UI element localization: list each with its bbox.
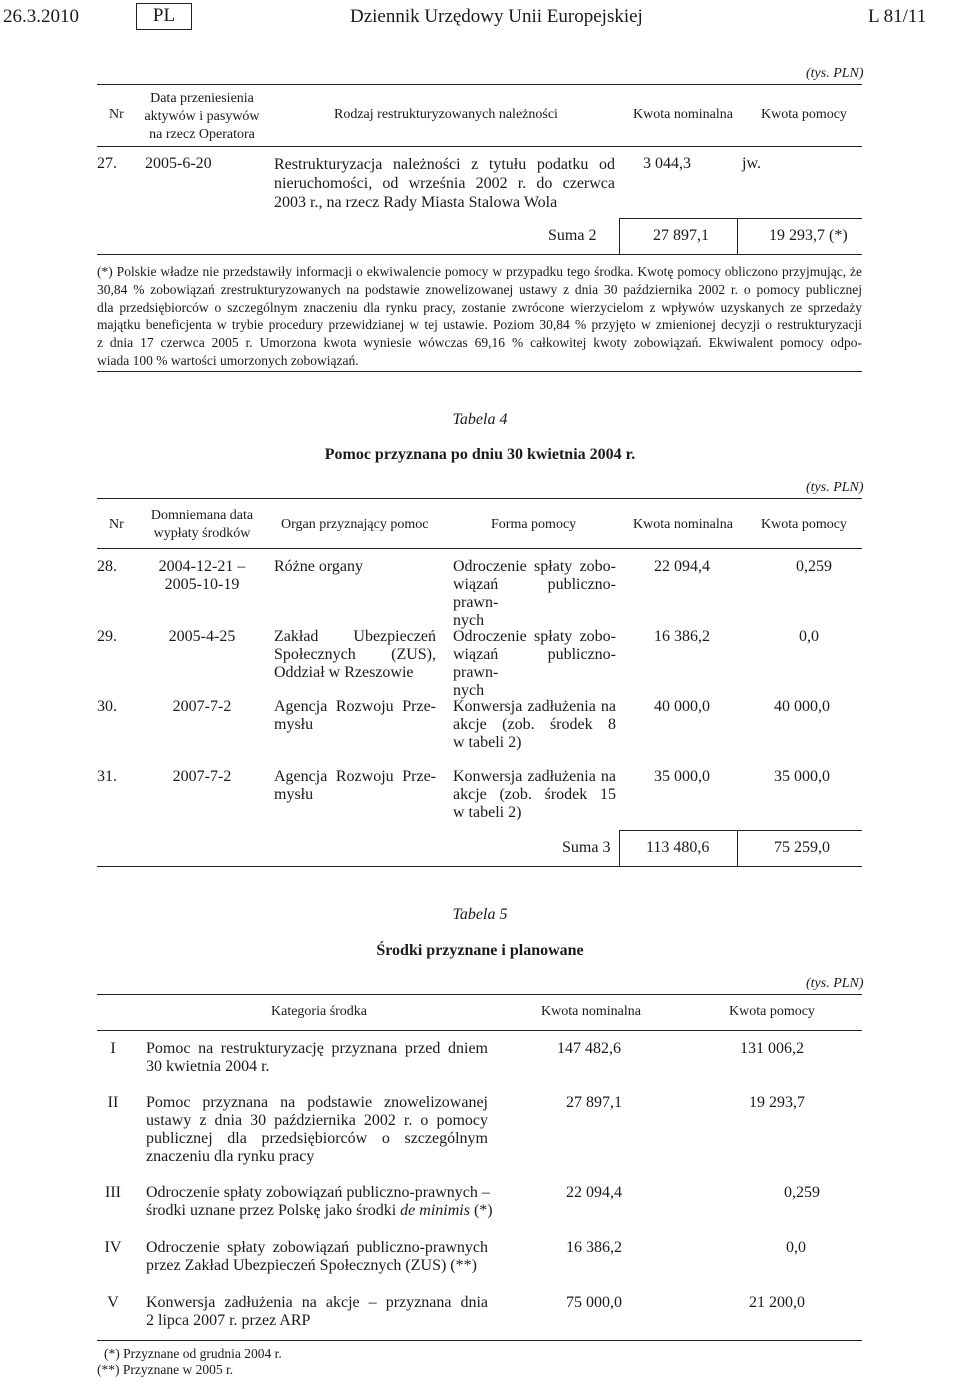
t5-row-nominal: 147 482,6 xyxy=(557,1040,621,1057)
t5-row-nominal: 27 897,1 xyxy=(566,1094,622,1111)
t4-row-form-line: akcje (zob. środek 8 xyxy=(453,716,616,733)
t3-top-rule xyxy=(97,84,862,85)
t4-header-date-line: wypłaty środków xyxy=(153,526,251,541)
t4-row-form-line: Odroczenie spłaty zobo- xyxy=(453,558,616,575)
t5-row-nominal: 22 094,4 xyxy=(566,1184,622,1201)
t4-row-form-line: w tabeli 2) xyxy=(453,734,522,751)
t5-row-nominal: 16 386,2 xyxy=(566,1239,622,1256)
t4-row-form xyxy=(453,768,616,822)
t3-footnote-line: majątku beneficjenta w trybie procedury przewidzianej w tej ustawie. Poziom 30,84 % przyjęto w zmienionej decyzji o restrukturyzacji xyxy=(97,317,862,333)
t5-row-aid: 0,0 xyxy=(786,1239,806,1256)
t4-row-form-line: nych xyxy=(453,612,485,629)
t3-header-aid: Kwota pomocy xyxy=(761,107,847,122)
t4-row-nominal: 40 000,0 xyxy=(654,698,710,715)
t3-row-description-line: Restrukturyzacja należności z tytułu podatku od xyxy=(274,156,615,173)
t5-footnote: (**) Przyznane w 2005 r. xyxy=(97,1362,234,1377)
t5-row-description xyxy=(146,1040,488,1076)
t4-header-aid: Kwota pomocy xyxy=(761,517,847,532)
t4-row-nr: 29. xyxy=(97,628,117,645)
t3-footnote-line: 30,84 % zobowiązań zrestrukturyzowanych na podstawie znowelizowanej ustawy z dnia 30 października 2002 r. o pomocy publicznej xyxy=(97,281,862,297)
t4-row-form-line: nych xyxy=(453,682,485,699)
t4-row-nr: 31. xyxy=(97,768,117,785)
t5-row-aid: 0,259 xyxy=(784,1184,820,1201)
header-date: 26.3.2010 xyxy=(3,6,79,27)
t4-header-form: Forma pomocy xyxy=(491,517,577,532)
t5-row-description-line: Odroczenie spłaty zobowiązań publiczno-prawnych xyxy=(146,1239,488,1256)
t5-row-description-line: 30 kwietnia 2004 r. xyxy=(146,1058,270,1075)
t3-header-rule xyxy=(97,146,862,147)
t4-row-date xyxy=(140,768,264,786)
t5-row-description-line: Odroczenie spłaty zobowiązań publiczno-prawnych – xyxy=(146,1184,490,1201)
t3-row-date: 2005-6-20 xyxy=(145,155,212,172)
t3-footnote-line: wiada 100 % wartości umorzonych zobowiązań. xyxy=(97,352,359,368)
t3-sum-aid: 19 293,7 (*) xyxy=(769,227,848,244)
t4-row-date-line: 2005-10-19 xyxy=(164,576,240,593)
t5-row-nr: IV xyxy=(104,1239,122,1256)
t4-row-organ-line: Społecznych (ZUS), xyxy=(274,646,436,663)
t5-row-description-line: publicznej dla przedsiębiorców o szczególnym xyxy=(146,1130,488,1147)
t4-header-rule xyxy=(97,548,862,549)
t3-sum-label: Suma 2 xyxy=(548,227,597,244)
t4-row-form xyxy=(453,558,616,630)
t4-row-organ-line: Zakład Ubezpieczeń xyxy=(274,628,436,645)
t4-row-nominal: 35 000,0 xyxy=(654,768,710,785)
t3-header-type: Rodzaj restrukturyzowanych należności xyxy=(334,107,558,122)
t5-row-nr: V xyxy=(107,1294,119,1311)
t4-row-aid: 0,0 xyxy=(799,628,819,645)
t4-label: Tabela 4 xyxy=(452,411,508,428)
t5-row-description-line: Konwersja zadłużenia na akcje – przyznana dnia xyxy=(146,1294,488,1311)
header-journal-title: Dziennik Urzędowy Unii Europejskiej xyxy=(350,6,643,27)
header-page-ref: L 81/11 xyxy=(868,6,927,27)
t5-title: Środki przyznane i planowane xyxy=(376,942,584,959)
t3-header-date xyxy=(140,90,264,144)
t3-header-date-line: aktywów i pasywów xyxy=(144,109,260,124)
t4-sum-separator xyxy=(619,830,620,866)
t3-row-aid: jw. xyxy=(742,155,761,172)
t4-row-form-line: akcje (zob. środek 15 xyxy=(453,786,616,803)
t3-header-date-line: na rzecz Operatora xyxy=(149,127,255,142)
t4-header-date xyxy=(140,507,264,543)
t5-row-description-line: przez Zakład Ubezpieczeń Społecznych (ZUS) (**) xyxy=(146,1257,477,1274)
t4-header-date-line: Domniemana data xyxy=(150,508,254,523)
t5-row-description-line: 2 lipca 2007 r. przez ARP xyxy=(146,1312,311,1329)
t5-row-nr: II xyxy=(107,1094,119,1111)
t4-row-organ-line: Oddział w Rzeszowie xyxy=(274,664,414,681)
t4-row-date-line: 2004-12-21 – xyxy=(158,558,246,575)
t4-row-form-line: Konwersja zadłużenia na xyxy=(453,698,616,715)
t5-header-rule xyxy=(97,1030,862,1031)
t4-row-date xyxy=(140,698,264,716)
t4-sum-separator xyxy=(737,830,738,866)
t4-row-form-line: wiązań publiczno-prawn- xyxy=(453,646,616,681)
t4-row-nr: 28. xyxy=(97,558,117,575)
t4-row-nominal: 16 386,2 xyxy=(654,628,710,645)
t5-row-description-line: Pomoc na restrukturyzację przyznana przed dniem xyxy=(146,1040,488,1057)
t5-unit: (tys. PLN) xyxy=(806,976,864,991)
t4-unit: (tys. PLN) xyxy=(806,480,864,495)
t3-sum-bottom-rule xyxy=(97,254,862,255)
t3-row-nominal: 3 044,3 xyxy=(643,155,691,172)
t5-row-description-line: ustawy z dnia 30 października 2002 r. o pomocy xyxy=(146,1112,488,1129)
t3-sum-nominal: 27 897,1 xyxy=(653,227,709,244)
t4-sum-label: Suma 3 xyxy=(562,839,611,856)
t4-sum-nominal: 113 480,6 xyxy=(646,839,710,856)
t4-title: Pomoc przyznana po dniu 30 kwietnia 2004 r. xyxy=(324,446,636,463)
t4-row-date xyxy=(140,558,264,594)
t4-row-nr: 30. xyxy=(97,698,117,715)
t5-row-description-line: środki uznane przez Polskę jako środki de minimis (*) xyxy=(146,1202,493,1219)
t4-row-organ-line: mysłu xyxy=(274,716,314,733)
t3-footnote-line: z dnia 17 czerwca 2005 r. Umorzona kwota wyniesie wówczas 69,16 % całkowitej kwoty zobowiązań. Ekwiwalent pomocy odpo- xyxy=(97,335,862,351)
t3-header-date-line: Data przeniesienia xyxy=(150,91,254,106)
t4-row-organ xyxy=(274,558,436,576)
t5-row-nr: I xyxy=(110,1040,116,1057)
t4-row-organ xyxy=(274,698,436,734)
t4-header-nominal: Kwota nominalna xyxy=(633,517,733,532)
t4-row-form xyxy=(453,628,616,700)
t4-bottom-rule xyxy=(97,866,862,867)
t5-header-category: Kategoria środka xyxy=(271,1004,368,1019)
t4-row-form-line: Konwersja zadłużenia na xyxy=(453,768,616,785)
t3-unit: (tys. PLN) xyxy=(806,66,864,81)
t5-top-rule xyxy=(97,994,862,995)
t3-sum-separator xyxy=(737,218,738,254)
header-language-box: PL xyxy=(136,3,192,30)
t5-row-description xyxy=(146,1239,488,1275)
t4-row-organ xyxy=(274,628,436,682)
t4-sum-rule xyxy=(619,830,862,831)
t5-header-nominal: Kwota nominalna xyxy=(541,1004,641,1019)
t4-header-nr: Nr xyxy=(109,517,124,532)
t4-row-date xyxy=(140,628,264,646)
t3-row-nr: 27. xyxy=(97,155,117,172)
t4-row-organ-line: Różne organy xyxy=(274,558,364,575)
t4-row-date-line: 2005-4-25 xyxy=(168,628,236,645)
t5-row-description-line: Pomoc przyznana na podstawie znowelizowanej xyxy=(146,1094,488,1111)
t4-row-form-line: Odroczenie spłaty zobo- xyxy=(453,628,616,645)
t4-top-rule xyxy=(97,498,862,499)
t4-row-date-line: 2007-7-2 xyxy=(172,698,232,715)
t4-row-organ-line: Agencja Rozwoju Prze- xyxy=(274,698,436,715)
t4-sum-aid: 75 259,0 xyxy=(774,839,830,856)
t4-row-organ-line: mysłu xyxy=(274,786,314,803)
t5-row-nominal: 75 000,0 xyxy=(566,1294,622,1311)
de-minimis-term: de minimis xyxy=(400,1202,470,1219)
t4-row-form xyxy=(453,698,616,752)
t5-row-description xyxy=(146,1184,493,1220)
t5-row-description xyxy=(146,1294,488,1330)
t3-header-nominal: Kwota nominalna xyxy=(633,107,733,122)
t5-row-description xyxy=(146,1094,488,1166)
t3-footnote xyxy=(97,263,862,370)
t4-row-aid: 35 000,0 xyxy=(774,768,830,785)
t5-row-nr: III xyxy=(105,1184,121,1201)
t3-sum-separator xyxy=(619,218,620,254)
t5-footnote: (*) Przyznane od grudnia 2004 r. xyxy=(104,1346,282,1361)
t4-row-aid: 0,259 xyxy=(796,558,832,575)
t4-row-aid: 40 000,0 xyxy=(774,698,830,715)
t3-footnote-line: (*) Polskie władze nie przedstawiły informacji o ekwiwalencie pomocy w przypadku tego środka. Kwotę pomocy obliczono przyjmując, że xyxy=(97,264,862,279)
t5-header-aid: Kwota pomocy xyxy=(729,1004,815,1019)
t4-row-organ-line: Agencja Rozwoju Prze- xyxy=(274,768,436,785)
t4-row-organ xyxy=(274,768,436,804)
t4-header-organ: Organ przyznający pomoc xyxy=(281,517,429,532)
t5-footnotes xyxy=(97,1346,282,1378)
t5-row-aid: 21 200,0 xyxy=(749,1294,805,1311)
t3-bottom-rule xyxy=(97,371,862,372)
t4-row-form-line: wiązań publiczno-prawn- xyxy=(453,576,616,611)
t4-row-nominal: 22 094,4 xyxy=(654,558,710,575)
t5-row-aid: 19 293,7 xyxy=(749,1094,805,1111)
t3-row-description-line: nieruchomości, od września 2002 r. do czerwca xyxy=(274,175,615,192)
t3-row-description xyxy=(274,155,615,212)
t3-row-description-line: 2003 r., na rzecz Rady Miasta Stalowa Wola xyxy=(274,194,558,211)
t3-footnote-line: dla przedsiębiorców o szczególnym znaczeniu dla rynku pracy, zostanie zwrócone wierzycielom z wpływów uzyskanych ze sprzedaży xyxy=(97,299,862,315)
t3-header-nr: Nr xyxy=(109,107,124,122)
t5-row-description-line: znaczeniu dla rynku pracy xyxy=(146,1148,315,1165)
t5-label: Tabela 5 xyxy=(452,906,508,923)
t4-row-date-line: 2007-7-2 xyxy=(172,768,232,785)
t3-sum-rule xyxy=(619,218,862,219)
t4-row-form-line: w tabeli 2) xyxy=(453,804,522,821)
t5-row-aid: 131 006,2 xyxy=(740,1040,804,1057)
t5-bottom-rule xyxy=(97,1340,862,1341)
